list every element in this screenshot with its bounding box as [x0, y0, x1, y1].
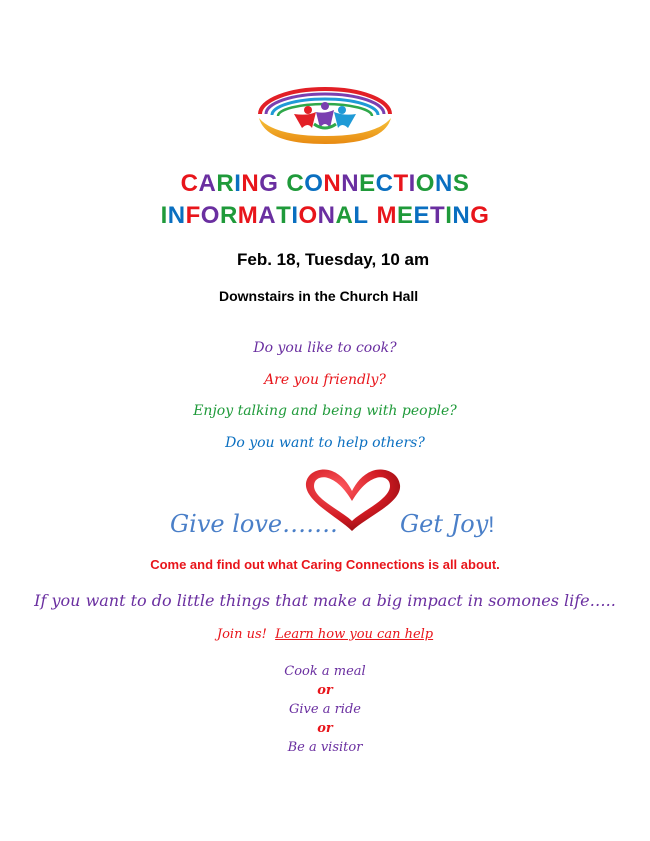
tagline-exclaim: !: [488, 512, 495, 537]
line1-letter: [278, 170, 286, 198]
find-out-line: Come and find out what Caring Connections is all about.: [150, 557, 500, 572]
line2-letter: T: [276, 202, 292, 229]
event-location: Downstairs in the Church Hall: [219, 288, 419, 304]
line2-letter: N: [167, 202, 186, 229]
line1-letter: O: [304, 170, 324, 197]
line2-letter: I: [445, 202, 453, 229]
line2-letter: A: [335, 202, 354, 229]
line1-letter: S: [452, 170, 470, 197]
question-friendly: Are you friendly?: [264, 372, 386, 388]
line2-letter: N: [452, 202, 471, 229]
line1-letter: N: [241, 170, 260, 197]
tagline-get-joy: [400, 510, 494, 538]
line1-letter: T: [393, 170, 409, 197]
line2-letter: I: [291, 202, 299, 229]
option-give-ride: Give a ride: [289, 702, 361, 717]
question-cook: Do you like to cook?: [253, 340, 397, 356]
caring-connections-logo: [256, 84, 394, 146]
tagline-get-joy-text: Get Joy: [400, 510, 489, 538]
line2-letter: [369, 202, 377, 230]
line1-letter: N: [341, 170, 360, 197]
option-cook-meal: Cook a meal: [284, 664, 366, 679]
question-talking: Enjoy talking and being with people?: [193, 403, 457, 419]
line2-letter: M: [237, 202, 259, 229]
line2-letter: O: [298, 202, 318, 229]
line1-letter: E: [359, 170, 376, 197]
line2-letter: O: [200, 202, 220, 229]
line2-letter: L: [353, 202, 369, 229]
title-line-2: [0, 202, 650, 230]
event-date-time: Feb. 18, Tuesday, 10 am: [237, 250, 430, 269]
line2-letter: T: [430, 202, 446, 229]
line1-letter: I: [234, 170, 242, 197]
line2-letter: I: [160, 202, 168, 229]
option-or-1: or: [317, 683, 333, 698]
line2-letter: F: [185, 202, 201, 229]
option-or-2: or: [317, 721, 333, 736]
line1-letter: C: [375, 170, 394, 197]
line1-letter: C: [286, 170, 305, 197]
option-be-visitor: Be a visitor: [287, 740, 363, 755]
line2-letter: A: [258, 202, 277, 229]
join-us-lead: Join us!: [216, 627, 267, 642]
line1-letter: G: [259, 170, 279, 197]
question-help: Do you want to help others?: [225, 435, 425, 451]
line2-letter: R: [219, 202, 238, 229]
line2-letter: G: [470, 202, 490, 229]
line1-letter: A: [198, 170, 217, 197]
line1-letter: R: [216, 170, 235, 197]
line1-letter: C: [180, 170, 199, 197]
line1-letter: N: [323, 170, 342, 197]
title-line-1: [0, 170, 650, 198]
join-us-line: [0, 627, 650, 642]
line1-letter: N: [434, 170, 453, 197]
impact-line: If you want to do little things that make a big impact in somones life…..: [34, 591, 616, 610]
learn-how-link[interactable]: Learn how you can help: [275, 627, 434, 642]
line2-letter: M: [376, 202, 398, 229]
line2-letter: E: [413, 202, 431, 229]
line1-letter: O: [415, 170, 435, 197]
line2-letter: E: [397, 202, 414, 229]
tagline-give-love: Give love…….: [170, 510, 338, 538]
line1-letter: I: [408, 170, 416, 197]
line2-letter: N: [317, 202, 336, 229]
